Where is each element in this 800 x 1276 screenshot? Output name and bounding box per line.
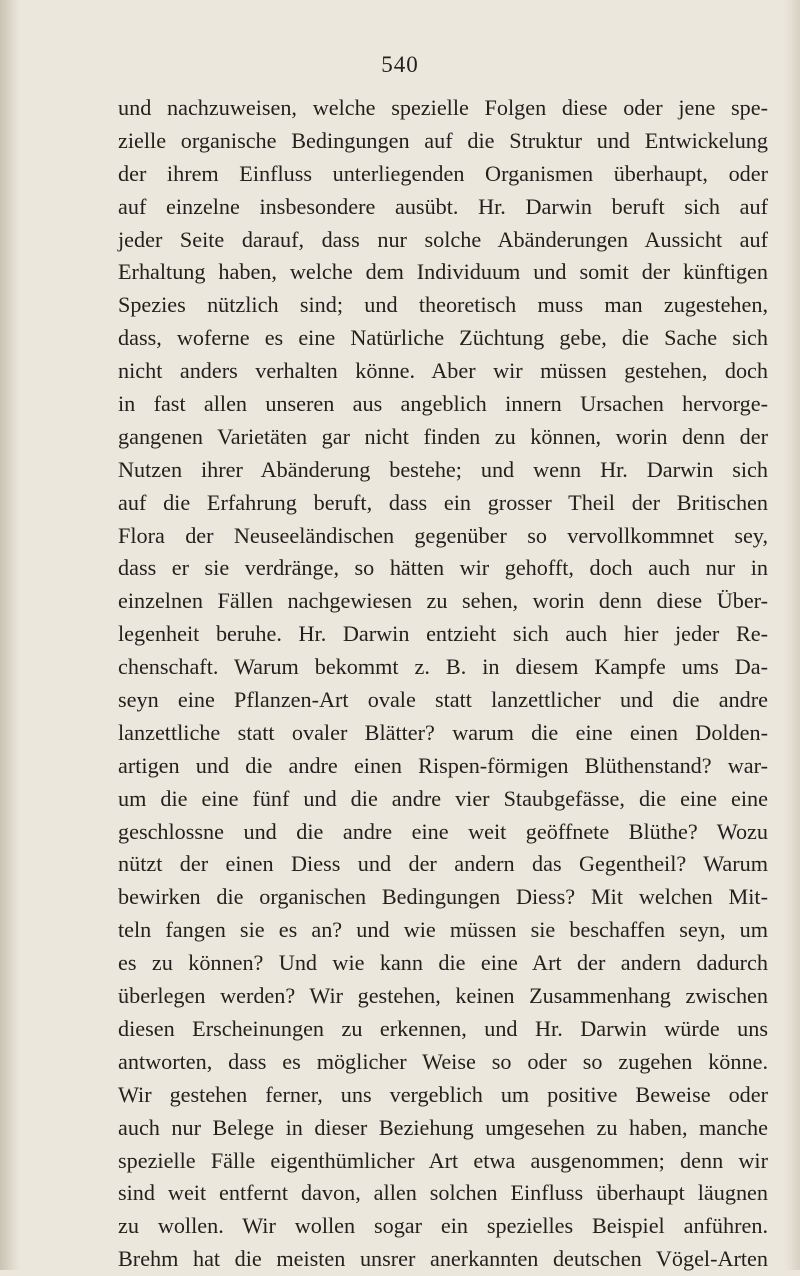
text-line: es zu können? Und wie kann die eine Art der andern dadurch <box>118 950 768 976</box>
text-line: teln fangen sie es an? und wie müssen sie beschaffen seyn, um <box>118 917 768 943</box>
text-line: dass er sie verdränge, so hätten wir gehofft, doch auch nur in <box>118 555 768 581</box>
body-text <box>118 92 768 1276</box>
text-line: bewirken die organischen Bedingungen Diess? Mit welchen Mit- <box>118 884 768 910</box>
text-line: geschlossne und die andre eine weit geöffnete Blüthe? Wozu <box>118 818 768 844</box>
text-line: sind weit entfernt davon, allen solchen Einfluss überhaupt läugnen <box>118 1180 768 1206</box>
text-line: der ihrem Einfluss unterliegenden Organismen überhaupt, oder <box>118 160 768 186</box>
text-line: Spezies nützlich sind; und theoretisch muss man zugestehen, <box>118 292 768 318</box>
text-line: zielle organische Bedingungen auf die Struktur und Entwickelung <box>118 127 768 153</box>
text-line: nützt der einen Diess und der andern das Gegentheil? Warum <box>118 851 768 877</box>
text-line: auch nur Belege in dieser Beziehung umgesehen zu haben, manche <box>118 1114 768 1140</box>
text-line: legenheit beruhe. Hr. Darwin entzieht sich auch hier jeder Re- <box>118 621 768 647</box>
text-line: Flora der Neuseeländischen gegenüber so vervollkommnet sey, <box>118 522 768 548</box>
text-line: antworten, dass es möglicher Weise so oder so zugehen könne. <box>118 1048 768 1074</box>
scan-edge-right <box>784 0 800 1270</box>
text-line: zu wollen. Wir wollen sogar ein spezielles Beispiel anführen. <box>118 1213 768 1239</box>
text-line: spezielle Fälle eigenthümlicher Art etwa ausgenommen; denn wir <box>118 1147 768 1173</box>
text-line: jeder Seite darauf, dass nur solche Abänderungen Aussicht auf <box>118 226 768 252</box>
text-line: um die eine fünf und die andre vier Staubgefässe, die eine eine <box>118 785 768 811</box>
text-line: und nachzuweisen, welche spezielle Folgen diese oder jene spe- <box>118 95 768 120</box>
page-number: 540 <box>381 52 419 77</box>
text-line: gangenen Varietäten gar nicht finden zu können, worin denn der <box>118 423 768 449</box>
text-line: seyn eine Pflanzen-Art ovale statt lanzettlicher und die andre <box>118 687 768 713</box>
text-line: überlegen werden? Wir gestehen, keinen Zusammenhang zwischen <box>118 983 768 1009</box>
text-line: lanzettliche statt ovaler Blätter? warum die eine einen Dolden- <box>118 719 768 745</box>
text-line: Brehm hat die meisten unsrer anerkannten deutschen Vögel-Arten <box>118 1246 768 1272</box>
text-line: in fast allen unseren aus angeblich innern Ursachen hervorge- <box>118 391 768 417</box>
text-line: Wir gestehen ferner, uns vergeblich um positive Beweise oder <box>118 1081 768 1107</box>
text-line: nicht anders verhalten könne. Aber wir müssen gestehen, doch <box>118 358 768 384</box>
text-line: auf einzelne insbesondere ausübt. Hr. Darwin beruft sich auf <box>118 193 768 219</box>
text-line: einzelnen Fällen nachgewiesen zu sehen, worin denn diese Über- <box>118 588 768 614</box>
text-line: Erhaltung haben, welche dem Individuum und somit der künftigen <box>118 259 768 285</box>
text-line: artigen und die andre einen Rispen-förmigen Blüthenstand? war- <box>118 752 768 778</box>
text-line: chenschaft. Warum bekommt z. B. in diesem Kampfe ums Da- <box>118 654 768 680</box>
text-line: dass, woferne es eine Natürliche Züchtung gebe, die Sache sich <box>118 325 768 351</box>
scan-edge-left <box>0 0 20 1270</box>
text-line: auf die Erfahrung beruft, dass ein grosser Theil der Britischen <box>118 489 768 515</box>
text-line: diesen Erscheinungen zu erkennen, und Hr. Darwin würde uns <box>118 1015 768 1041</box>
text-line: Nutzen ihrer Abänderung bestehe; und wenn Hr. Darwin sich <box>118 456 768 482</box>
